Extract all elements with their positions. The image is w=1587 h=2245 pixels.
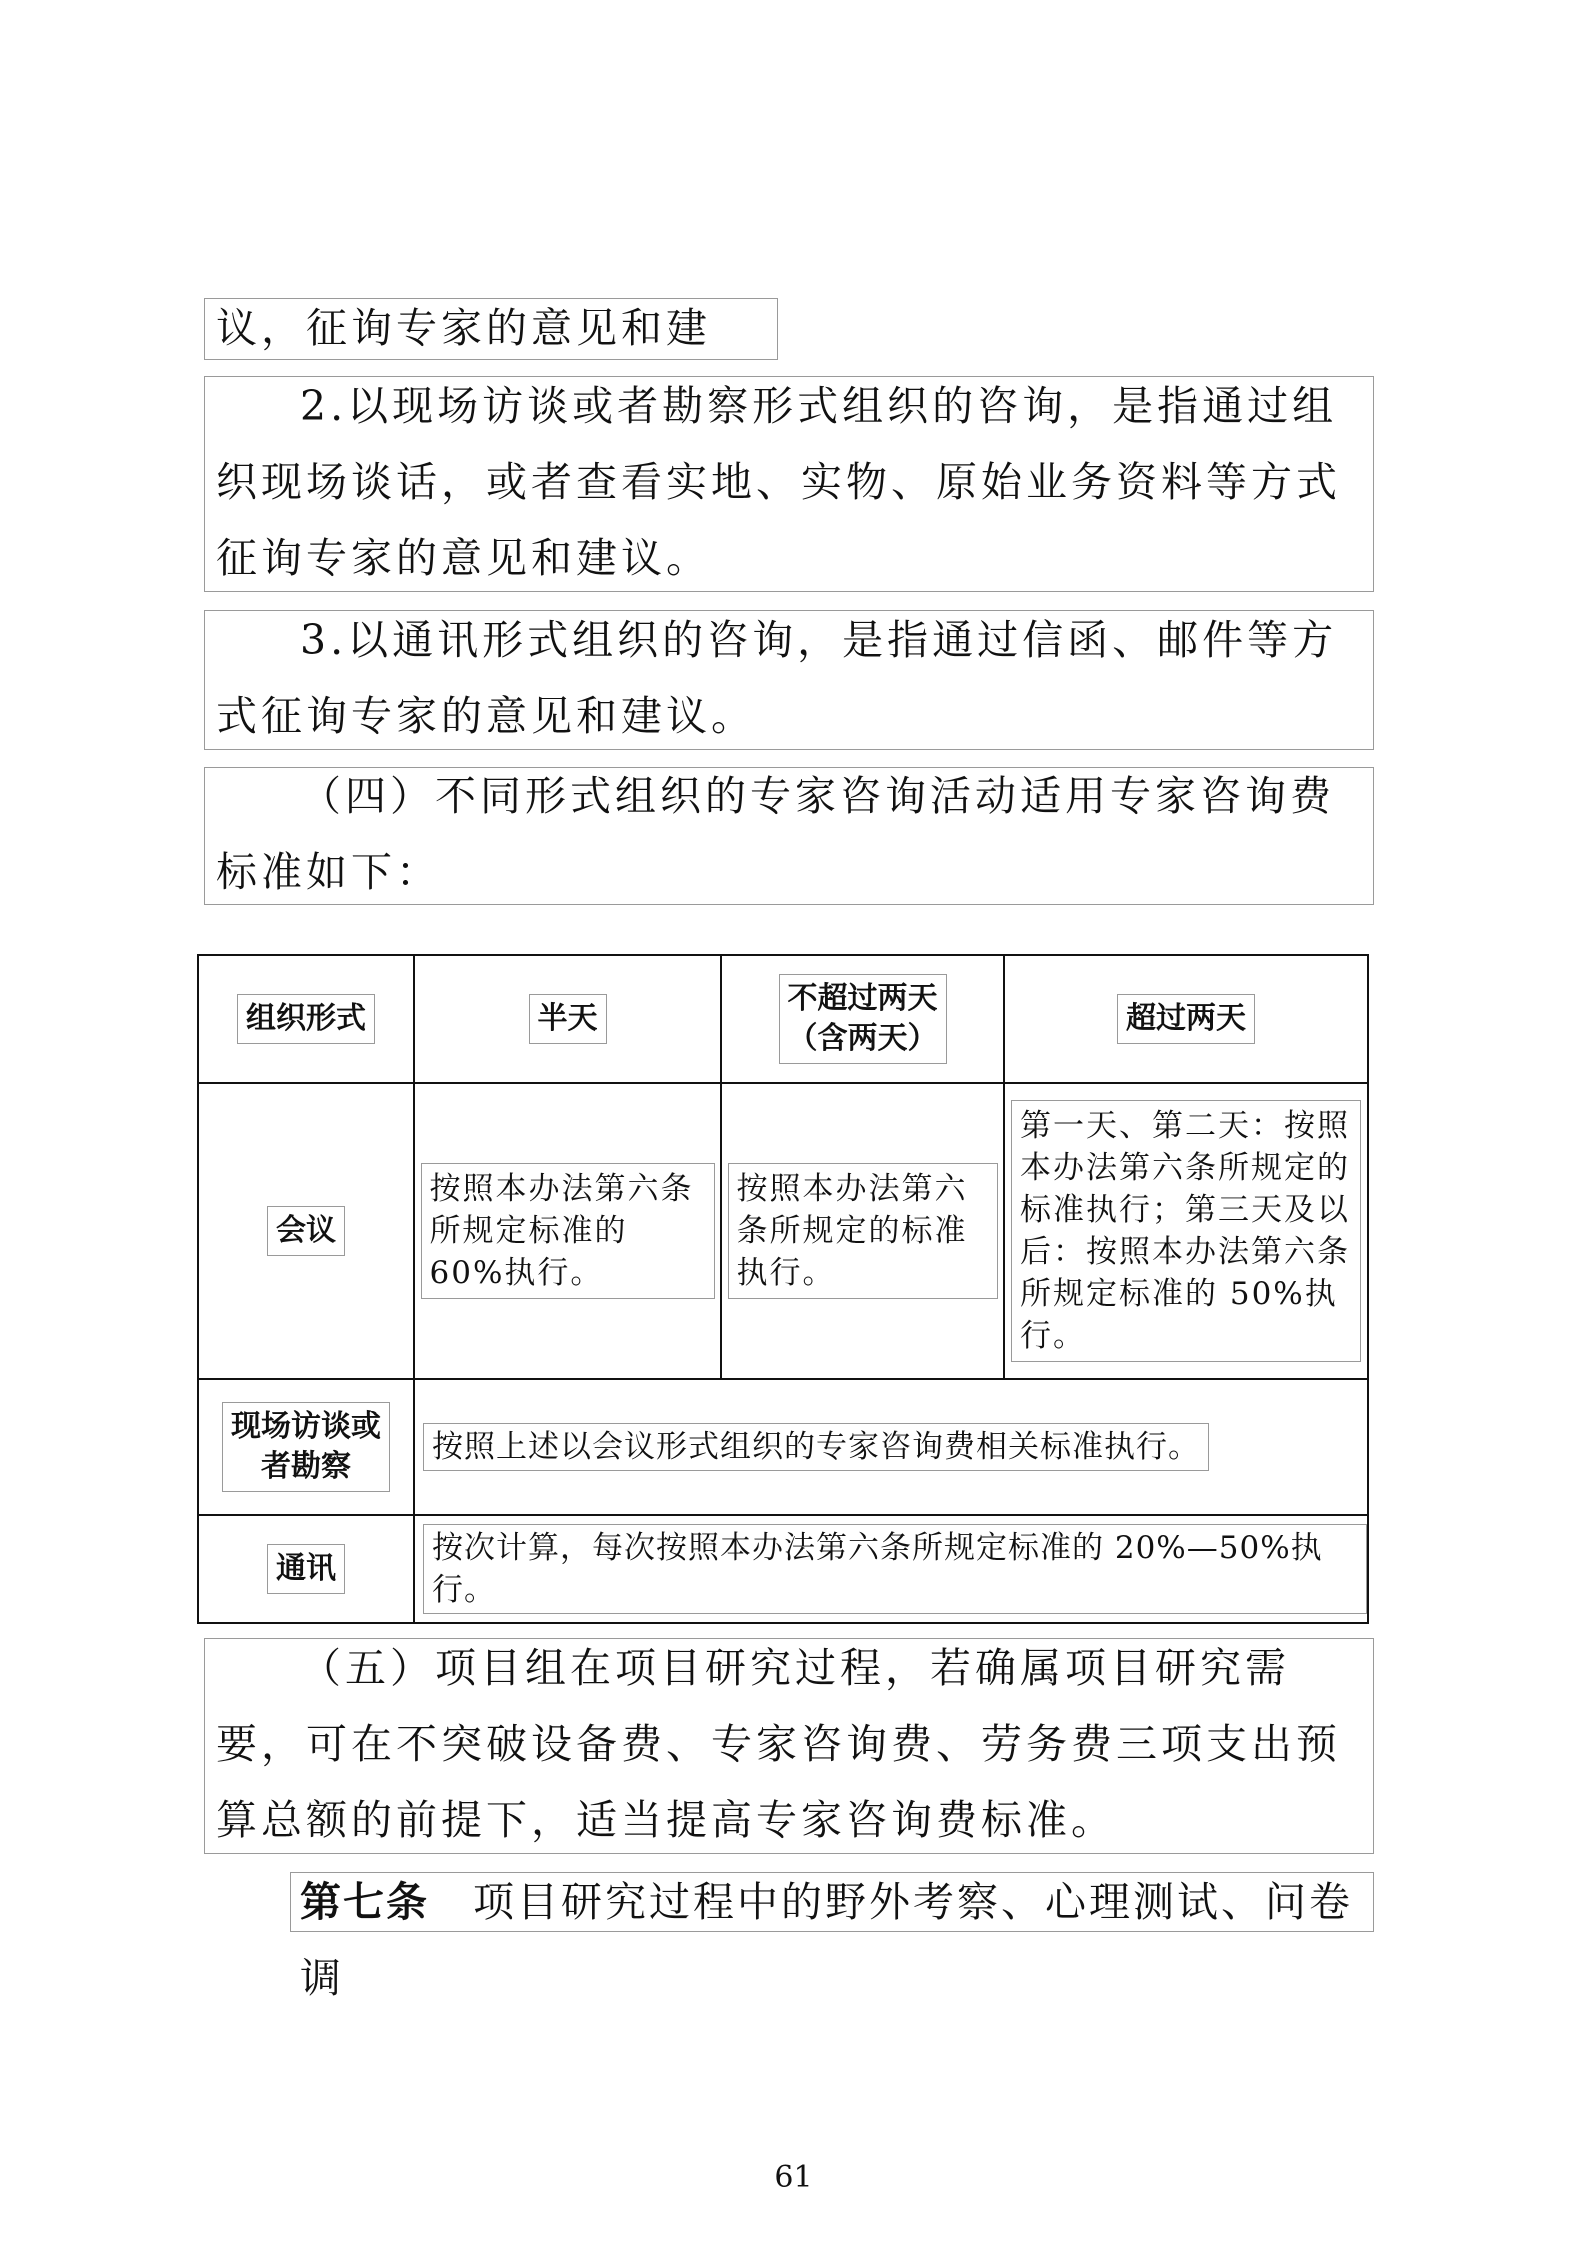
comm-text: 按次计算，每次按照本办法第六条所规定标准的 20%—50%执行。 [423, 1524, 1367, 1614]
header-two-days [779, 974, 947, 1064]
meeting-label: 会议 [267, 1206, 345, 1256]
article-7-text: 项目研究过程中的野外考察、心理测试、问卷调 [300, 1878, 1353, 2002]
header-two-days-line2: （含两天） [787, 1021, 938, 1056]
comm-label-cell [198, 1515, 414, 1623]
meeting-over-two-text: 第一天、第二天：按照本办法第六条所规定的标准执行；第三天及以后：按照本办法第六条所规定标准的 50%执行。 [1011, 1100, 1361, 1362]
paragraph-3: 3.以通讯形式组织的咨询，是指通过信函、邮件等方式征询专家的意见和建议。 [216, 616, 1338, 740]
site-text: 按照上述以会议形式组织的专家咨询费相关标准执行。 [423, 1423, 1209, 1471]
meeting-half-day-text: 按照本办法第六条所规定标准的 60%执行。 [421, 1163, 715, 1299]
paragraph-2: 2.以现场访谈或者勘察形式组织的咨询，是指通过组织现场谈话，或者查看实地、实物、原始业务资料等方式征询专家的意见和建议。 [216, 382, 1341, 582]
table-header-row [198, 955, 1368, 1083]
meeting-over-two-cell [1004, 1083, 1368, 1379]
site-text-cell [414, 1379, 1368, 1515]
page-number: 61 [774, 2160, 813, 2195]
table-row-comm [198, 1515, 1368, 1623]
site-label-line2: 者勘察 [261, 1449, 351, 1484]
meeting-two-days-cell [721, 1083, 1004, 1379]
header-over-two-cell [1004, 955, 1368, 1083]
site-label [222, 1402, 390, 1492]
site-label-cell [198, 1379, 414, 1515]
header-over-two: 超过两天 [1117, 994, 1255, 1044]
table-row-site [198, 1379, 1368, 1515]
header-half-day: 半天 [529, 994, 607, 1044]
header-two-days-cell [721, 955, 1004, 1083]
header-form-cell [198, 955, 414, 1083]
header-two-days-line1: 不超过两天 [787, 981, 938, 1016]
comm-label: 通讯 [267, 1544, 345, 1594]
article-7 [292, 1864, 1374, 2016]
header-form: 组织形式 [237, 994, 375, 1044]
meeting-two-days-text: 按照本办法第六条所规定的标准执行。 [728, 1163, 998, 1299]
header-half-day-cell [414, 955, 721, 1083]
meeting-label-cell [198, 1083, 414, 1379]
meeting-half-day-cell [414, 1083, 721, 1379]
consulting-fee-table [197, 954, 1369, 1624]
comm-text-cell [414, 1515, 1368, 1623]
table-row-meeting [198, 1083, 1368, 1379]
article-7-label: 第七条 [300, 1878, 429, 1926]
article-7-spacer [429, 1878, 473, 1926]
paragraph-4: （四）不同形式组织的专家咨询活动适用专家咨询费标准如下： [216, 772, 1335, 896]
paragraph-5: （五）项目组在项目研究过程，若确属项目研究需要，可在不突破设备费、专家咨询费、劳务费三项支出预算总额的前提下，适当提高专家咨询费标准。 [216, 1644, 1341, 1844]
site-label-line1: 现场访谈或 [231, 1409, 381, 1444]
paragraph-1: 议，征询专家的意见和建 [216, 304, 711, 352]
